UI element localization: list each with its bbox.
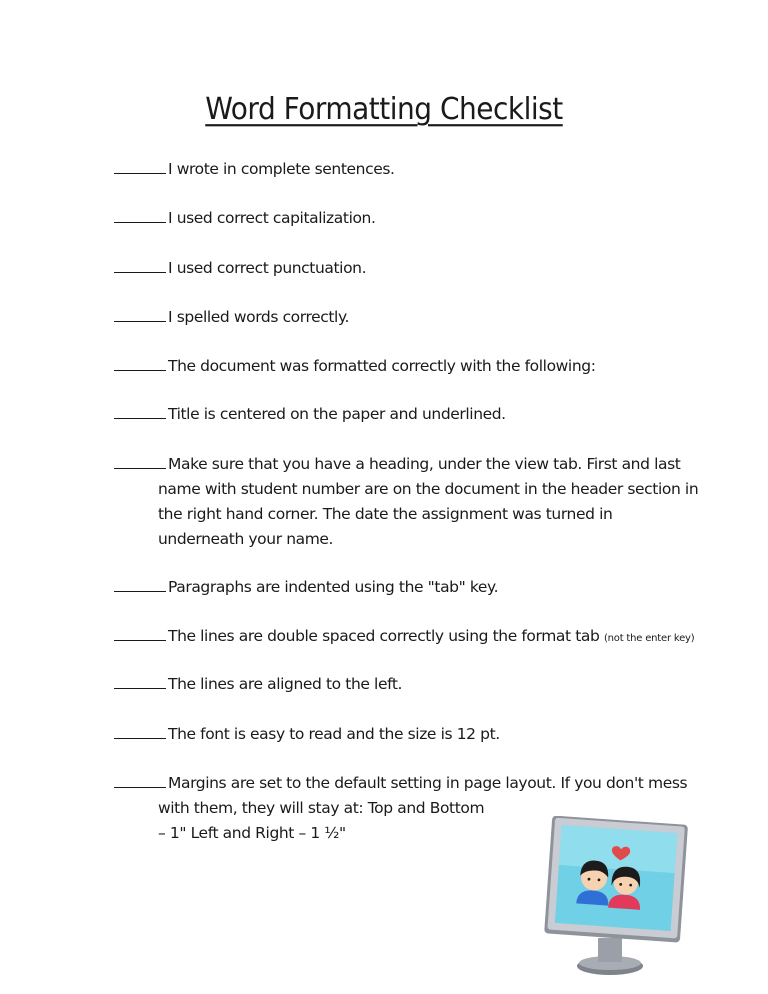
item-text: Paragraphs are indented using the "tab" key.: [168, 578, 499, 596]
check-blank[interactable]: [114, 769, 166, 788]
check-blank[interactable]: [114, 622, 166, 641]
item-text: The font is easy to read and the size is 12 pt.: [168, 725, 500, 743]
item-text: I wrote in complete sentences.: [168, 160, 395, 178]
item-text: Margins are set to the default setting in page layout. If you don't mess: [168, 774, 688, 792]
checklist-item-font-size: [114, 720, 500, 747]
check-blank[interactable]: [114, 204, 166, 223]
checklist-item-punctuation: [114, 254, 366, 281]
check-blank[interactable]: [114, 352, 166, 371]
check-blank[interactable]: [114, 254, 166, 273]
check-blank[interactable]: [114, 670, 166, 689]
item-text-continued: with them, they will stay at: Top and Bottom: [158, 799, 485, 817]
checklist-item-aligned-left: [114, 670, 402, 697]
checklist-item-paragraphs-indented: [114, 573, 498, 600]
checklist-item-complete-sentences: [114, 155, 395, 182]
checklist-item-capitalization: [114, 204, 376, 231]
check-blank[interactable]: [114, 720, 166, 739]
item-text: The document was formatted correctly with the following:: [168, 357, 596, 375]
item-text: The lines are double spaced correctly using the format tab: [168, 627, 600, 645]
check-blank[interactable]: [114, 303, 166, 322]
item-text: Title is centered on the paper and underlined.: [168, 405, 506, 423]
check-blank[interactable]: [114, 400, 166, 419]
item-text-continued: underneath your name.: [158, 530, 334, 548]
item-text-continued: name with student number are on the document in the header section in: [158, 480, 699, 498]
checklist-item-double-spaced: [114, 622, 694, 651]
checklist-item-heading: [114, 450, 698, 552]
check-blank[interactable]: [114, 155, 166, 174]
checklist-item-spelling: [114, 303, 349, 330]
computer-monitor-couple-icon: [540, 816, 690, 980]
item-text: Make sure that you have a heading, under the view tab. First and last: [168, 455, 681, 473]
item-text: I spelled words correctly.: [168, 308, 350, 326]
check-blank[interactable]: [114, 450, 166, 469]
item-note: (not the enter key): [603, 633, 695, 644]
checklist-item-title-centered: [114, 400, 506, 427]
checklist-item-formatted: [114, 352, 596, 379]
item-text: I used correct capitalization.: [168, 209, 376, 227]
item-text: The lines are aligned to the left.: [168, 675, 403, 693]
item-text: I used correct punctuation.: [168, 259, 367, 277]
check-blank[interactable]: [114, 573, 166, 592]
page-title: Word Formatting Checklist: [205, 90, 563, 127]
item-text-continued: – 1" Left and Right – 1 ½": [158, 824, 346, 842]
item-text-continued: the right hand corner. The date the assignment was turned in: [158, 505, 613, 523]
